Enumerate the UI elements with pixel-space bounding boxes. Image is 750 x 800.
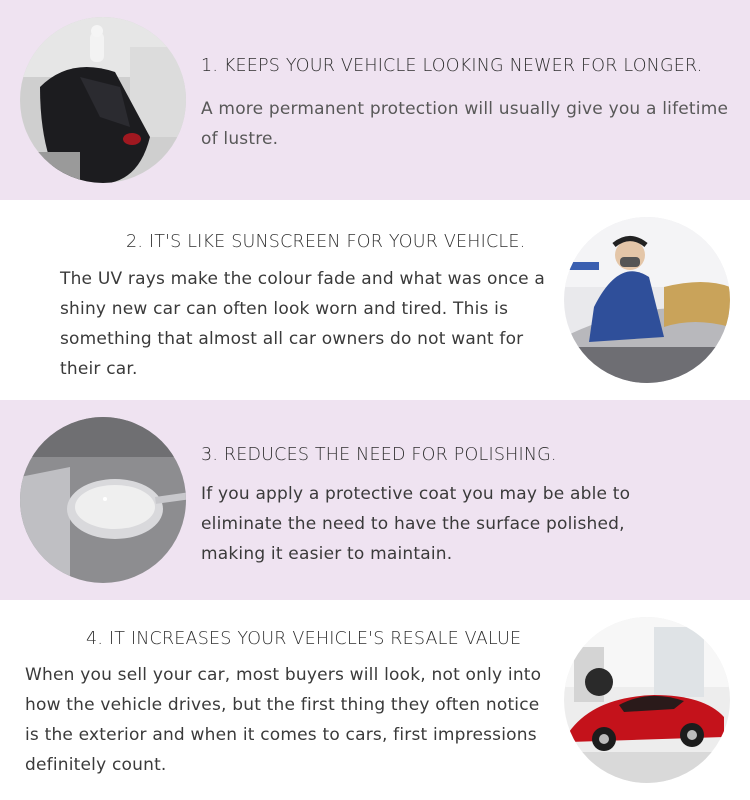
section-1-body: A more permanent protection will usually give you a lifetime of lustre. [201,99,729,149]
section-2-title: 2. IT'S LIKE SUNSCREEN FOR YOUR VEHICLE. [126,232,526,252]
car-bumper-photo [20,17,186,183]
section-1-title: 1. KEEPS YOUR VEHICLE LOOKING NEWER FOR LONGER. [201,56,703,76]
worker-spraying-photo [564,217,730,383]
section-1 [0,0,750,200]
section-2 [0,200,750,400]
section-2-body: The UV rays make the colour fade and what was once a shiny new car can often look worn and tired. This is something that almost all car owners do not want for their car. [60,269,546,379]
section-4 [0,600,750,800]
red-sports-car-photo [564,617,730,783]
section-4-body: When you sell your car, most buyers will look, not only into how the vehicle drives, but the first thing they often notice is the exterior and when it comes to cars, first impressions definitely count. [25,665,542,775]
spoon-coating-photo [20,417,186,583]
section-4-title: 4. IT INCREASES YOUR VEHICLE'S RESALE VALUE [86,629,522,649]
section-3 [0,400,750,600]
section-3-body: If you apply a protective coat you may be able to eliminate the need to have the surface polished, making it easier to maintain. [201,484,631,564]
section-3-title: 3. REDUCES THE NEED FOR POLISHING. [201,445,557,465]
